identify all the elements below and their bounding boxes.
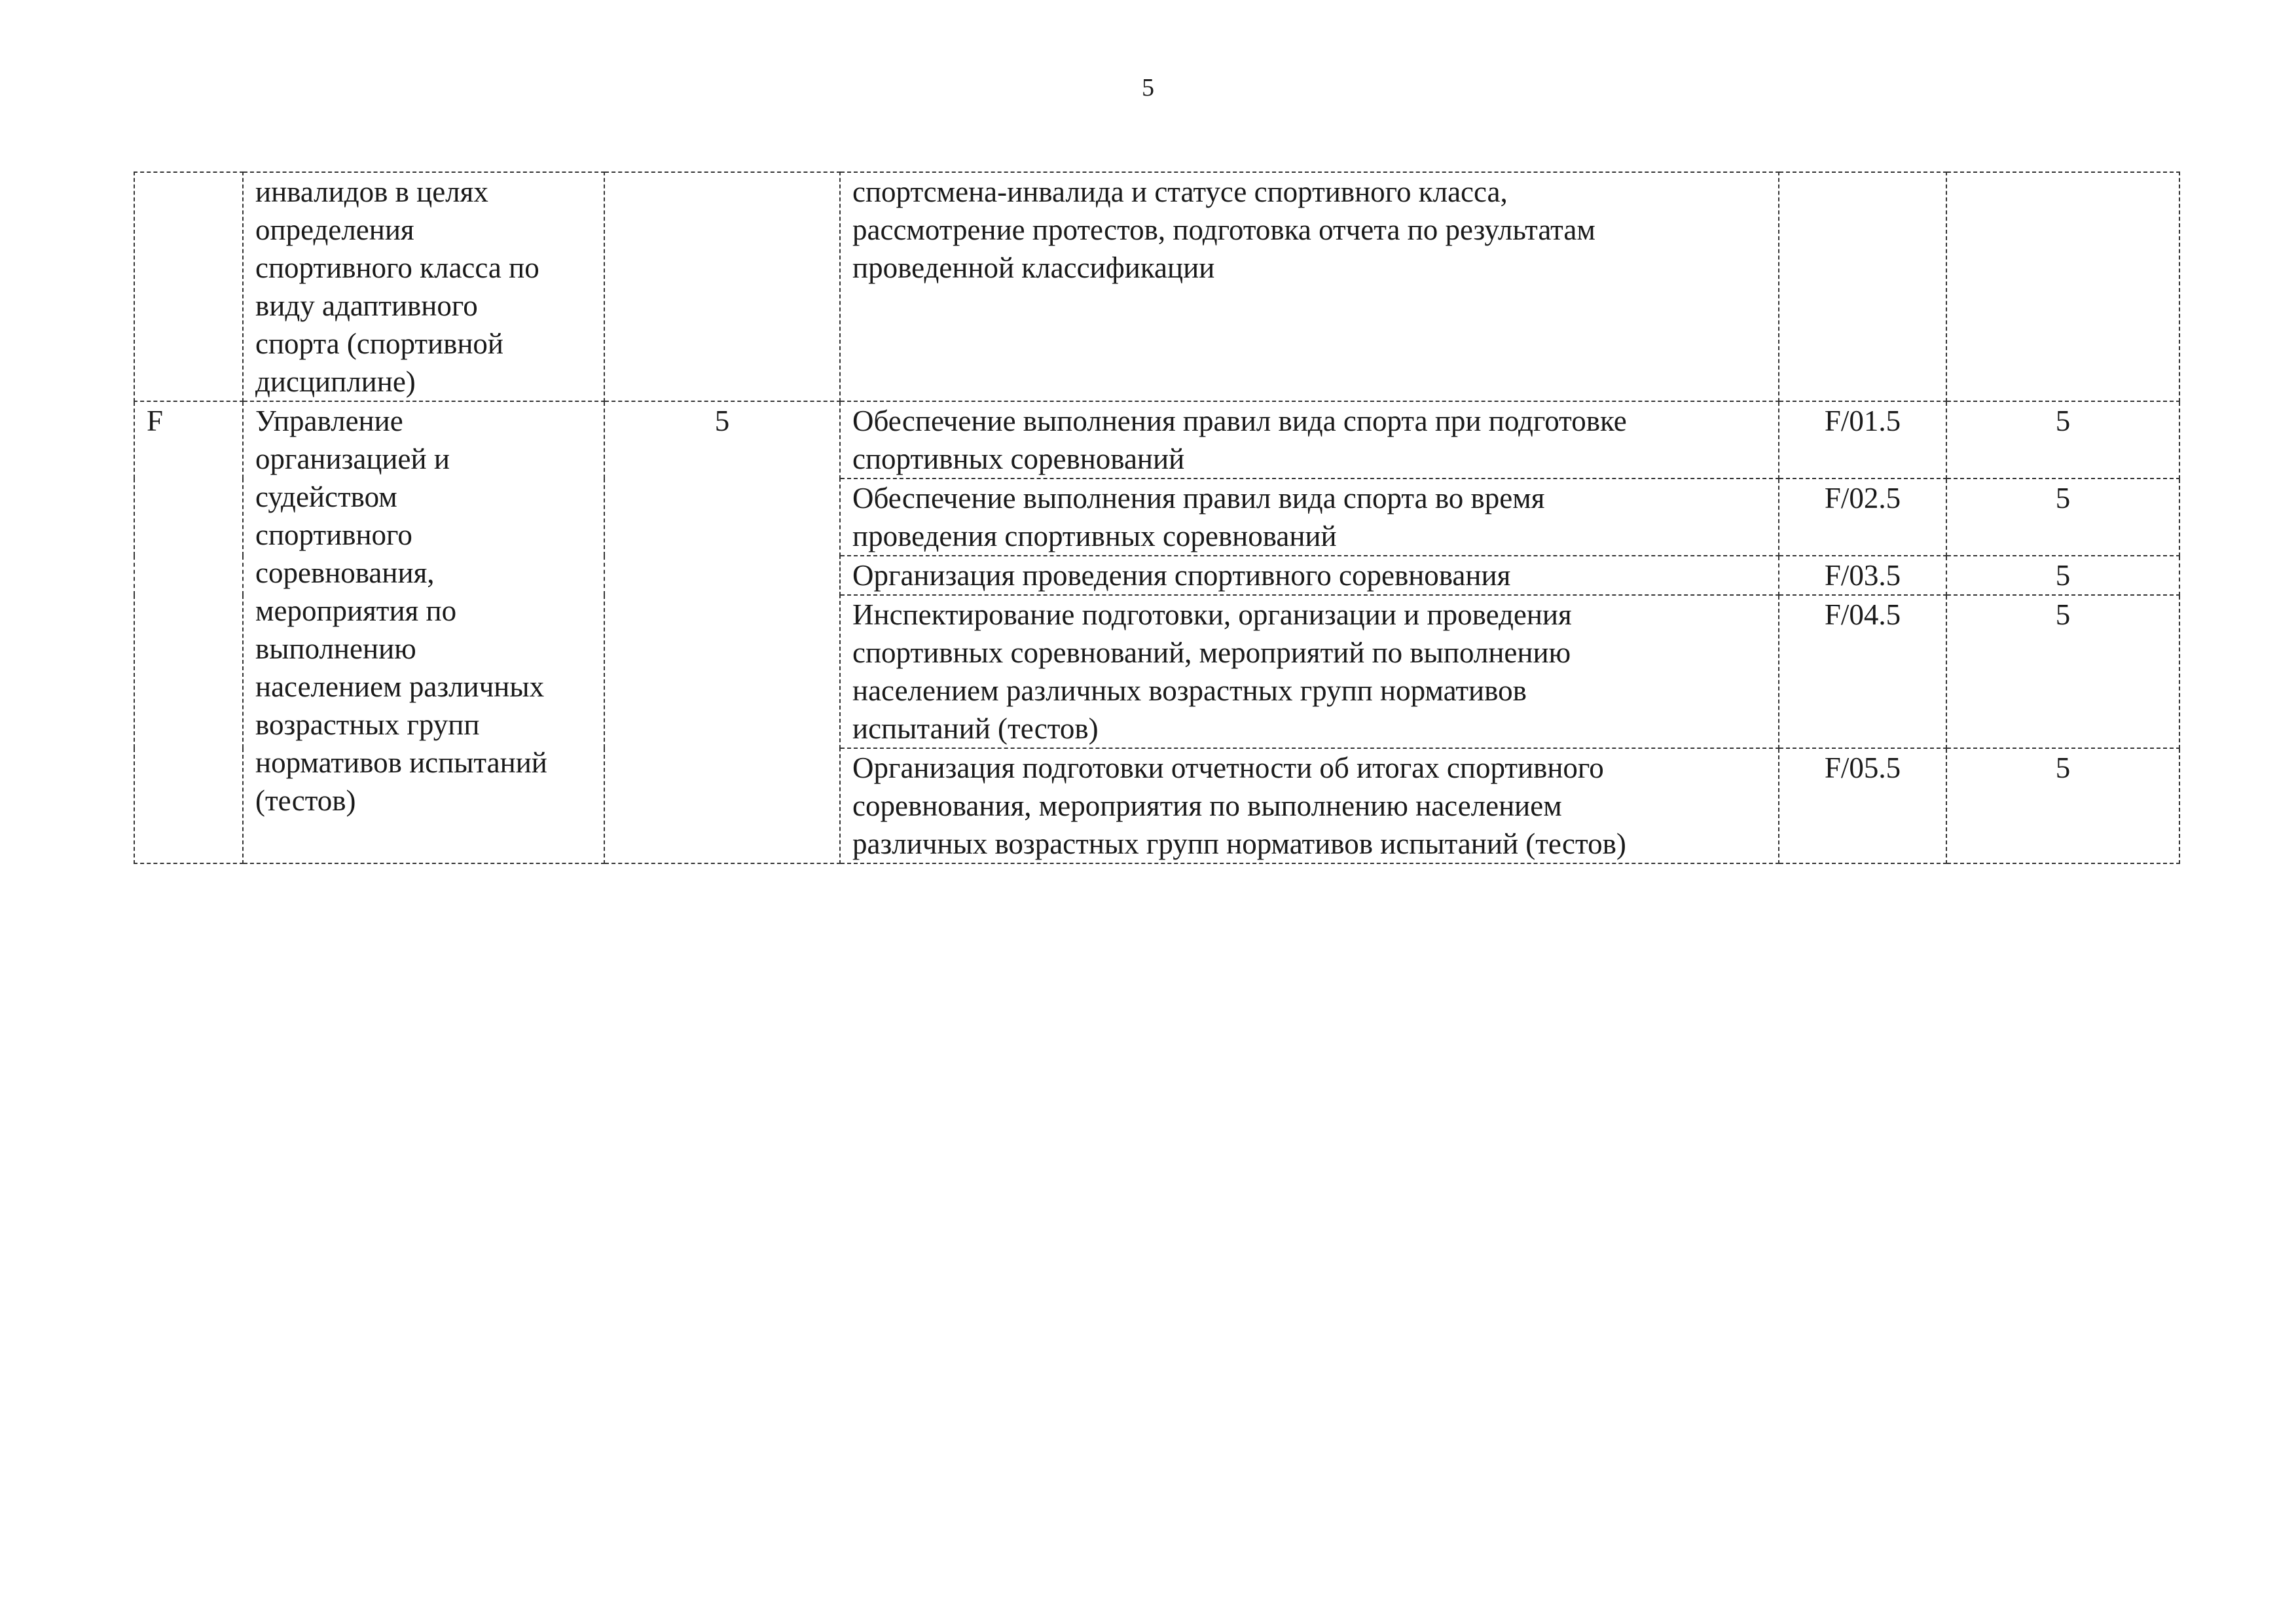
generalized-function-code-cell [134, 172, 243, 401]
qualification-level-cell [604, 172, 840, 401]
labor-function-name: Инспектирование подготовки, организации и проведения спортивных соревнований, мероприятий по выполнению населением различных возрастных групп нормативов испытаний (тестов) [852, 598, 1572, 745]
sublevel-cell [1946, 595, 2179, 748]
qualification-level-cell [604, 401, 840, 863]
labor-function-code: F/03.5 [1824, 559, 1901, 592]
labor-function-name-cell [840, 478, 1779, 556]
labor-function-code-cell [1779, 748, 1946, 863]
sublevel: 5 [2055, 598, 2071, 631]
labor-function-code: F/05.5 [1824, 751, 1901, 784]
sublevel: 5 [2055, 559, 2071, 592]
functions-table [134, 171, 2180, 864]
labor-function-code-cell [1779, 595, 1946, 748]
labor-function-code: F/02.5 [1824, 482, 1901, 514]
sublevel-cell [1946, 478, 2179, 556]
sublevel-cell [1946, 172, 2179, 401]
generalized-function-code: F [147, 405, 164, 437]
labor-function-code-cell [1779, 172, 1946, 401]
sublevel-cell [1946, 748, 2179, 863]
labor-function-code: F/04.5 [1824, 598, 1901, 631]
labor-function-name-cell [840, 401, 1779, 478]
labor-function-name-cell [840, 595, 1779, 748]
labor-function-code: F/01.5 [1824, 405, 1901, 437]
labor-function-code-cell [1779, 556, 1946, 595]
labor-function-code-cell [1779, 401, 1946, 478]
table-row [134, 401, 2179, 478]
labor-function-name: Обеспечение выполнения правил вида спорта во время проведения спортивных соревнований [852, 482, 1545, 552]
sublevel-cell [1946, 556, 2179, 595]
labor-function-code-cell [1779, 478, 1946, 556]
sublevel-cell [1946, 401, 2179, 478]
labor-function-name-cell [840, 172, 1779, 401]
labor-function-name: Организация проведения спортивного соревнования [852, 559, 1511, 592]
generalized-function-name-cell [243, 401, 604, 863]
generalized-function-name-cell [243, 172, 604, 401]
qualification-level: 5 [714, 405, 730, 437]
labor-function-name: Обеспечение выполнения правил вида спорта при подготовке спортивных соревнований [852, 405, 1627, 475]
labor-function-name: спортсмена-инвалида и статусе спортивного класса, рассмотрение протестов, подготовка отчета по результатам проведенной классификации [852, 175, 1595, 284]
labor-function-name-cell [840, 748, 1779, 863]
labor-function-name-cell [840, 556, 1779, 595]
table-row-continuation [134, 172, 2179, 401]
generalized-function-name: Управление организацией и судейством спортивного соревнования, мероприятия по выполнению населением различных возрастных групп нормативов испытаний (тестов) [255, 405, 547, 817]
sublevel: 5 [2055, 405, 2071, 437]
generalized-function-name: инвалидов в целях определения спортивного класса по виду адаптивного спорта (спортивной дисциплине) [255, 175, 539, 398]
sublevel: 5 [2055, 482, 2071, 514]
sublevel: 5 [2055, 751, 2071, 784]
labor-function-name: Организация подготовки отчетности об итогах спортивного соревнования, мероприятия по выполнению населением различных возрастных групп нормативов испытаний (тестов) [852, 751, 1626, 860]
generalized-function-code-cell [134, 401, 243, 863]
page-number: 5 [1142, 74, 1154, 101]
